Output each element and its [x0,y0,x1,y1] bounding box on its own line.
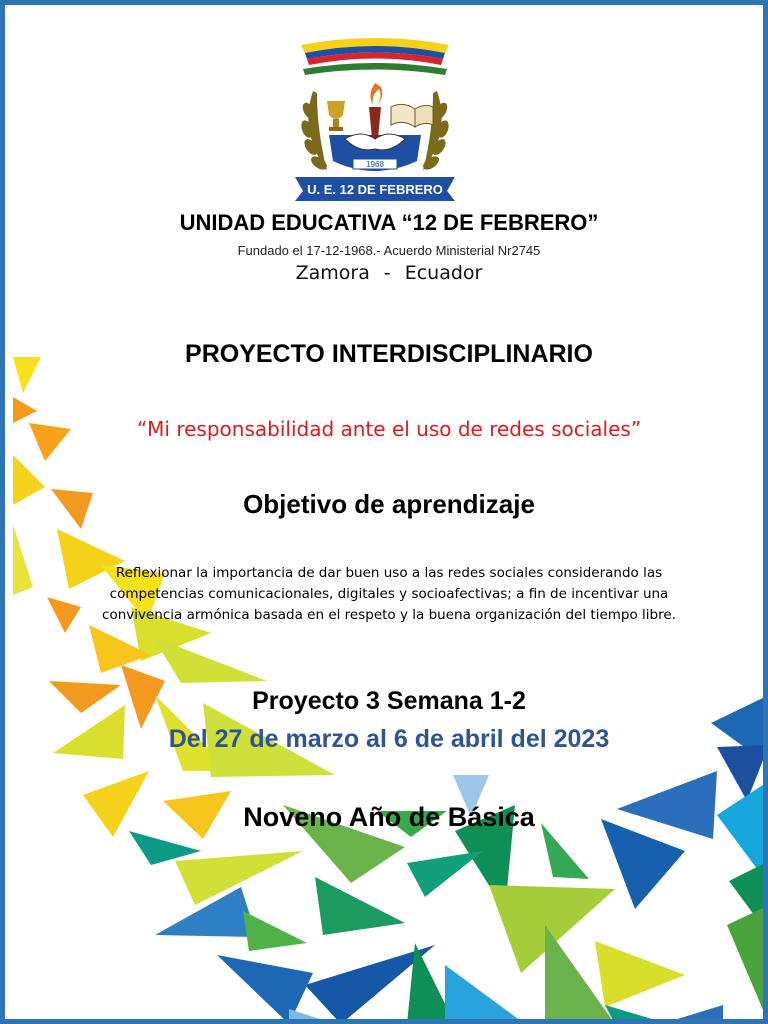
open-book-icon [391,104,433,127]
objective-text: Reflexionar la importancia de dar buen uso a las redes sociales considerando las competencias comunicacionales, digitales y socioafectivas; a fin de incentivar una convivencia armónica basada en el respeto y la buena organización del tiempo libre. [102,565,676,623]
location-separator: - [383,262,391,284]
country: Ecuador [404,262,483,284]
project-quote: “Mi responsabilidad ante el uso de redes sociales” [136,417,642,441]
objective-heading: Objetivo de aprendizaje [243,489,535,519]
project-title: PROYECTO INTERDISCIPLINARIO [185,340,593,368]
city: Zamora [295,262,370,284]
logo-banner-text: U. E. 12 DE FEBRERO [307,182,443,197]
project-week: Proyecto 3 Semana 1-2 [252,687,526,715]
school-name: UNIDAD EDUCATIVA “12 DE FEBRERO” [179,210,599,235]
project-dates: Del 27 de marzo al 6 de abril del 2023 [168,725,610,753]
school-logo [287,31,463,207]
grade-level: Noveno Año de Básica [243,802,535,832]
flag-ribbon [301,38,449,75]
logo-year: 1968 [366,160,384,169]
location [5,262,768,284]
trophy-icon [327,101,345,131]
founded-text: Fundado el 17-12-1968.- Acuerdo Ministerial Nr2745 [237,243,541,258]
